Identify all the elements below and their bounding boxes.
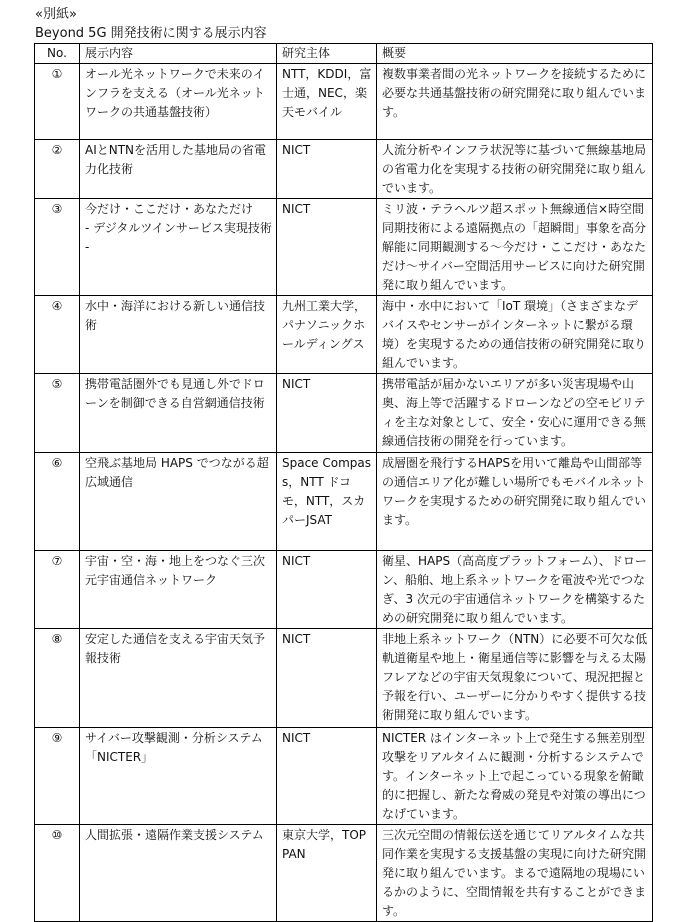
annex-label: «別紙» [35,7,77,22]
research-org: NICT [277,728,377,825]
exhibit-title: 今だけ・ここだけ・あなただけ - デジタルツインサービス実現技術 - [80,199,277,296]
summary: 人流分析やインフラ状況等に基づいて無線基地局の省電力化を実現する技術の研究開発に取り組んでいます。 [377,140,653,199]
research-org: NICT [277,374,377,453]
exhibit-title: 人間拡張・遠隔作業支援システム [80,825,277,922]
table-row [35,629,653,728]
summary: 海中・水中において「IoT 環境」（さまざまなデバイスやセンサーがインターネットに繋がる環境）を実現するための通信技術の研究開発に取り組んでいます。 [377,296,653,374]
table-row [35,64,653,140]
table-row [35,374,653,453]
row-number: ④ [35,296,80,374]
research-org: 東京大学，TOPPAN [277,825,377,922]
row-number: ⑤ [35,374,80,453]
table-row [35,296,653,374]
exhibit-title: 水中・海洋における新しい通信技術 [80,296,277,374]
row-number: ② [35,140,80,199]
row-number: ⑨ [35,728,80,825]
exhibit-title: サイバー攻撃観測・分析システム「NICTER」 [80,728,277,825]
exhibit-title: 携帯電話圏外でも見通し外でドローンを制御できる自営網通信技術 [80,374,277,453]
exhibit-table [34,43,653,922]
research-org: 九州工業大学，パナソニックホールディングス [277,296,377,374]
summary: 三次元空間の情報伝送を通じてリアルタイムな共同作業を実現する支援基盤の実現に向けた研究開発に取り組んでいます。まるで遠隔地の現場にいるかのように、空間情報を共有することができます。 [377,825,653,922]
table-row [35,551,653,629]
row-number: ⑥ [35,453,80,551]
summary: 複数事業者間の光ネットワークを接続するために必要な共通基盤技術の研究開発に取り組んでいます。 [377,64,653,140]
row-number: ③ [35,199,80,296]
table-row [35,140,653,199]
table-row [35,728,653,825]
research-org: NICT [277,629,377,728]
table-header-row [35,44,653,64]
exhibit-title: オール光ネットワークで未来のインフラを支える（オール光ネットワークの共通基盤技術） [80,64,277,140]
summary: NICTER はインターネット上で発生する無差別型攻撃をリアルタイムに観測・分析するシステムです。インターネット上で起こっている現象を俯瞰的に把握し、新たな脅威の発見や対策の導出につなげています。 [377,728,653,825]
exhibit-title: 宇宙・空・海・地上をつなぐ三次元宇宙通信ネットワーク [80,551,277,629]
table-row [35,453,653,551]
header-exhibit: 展示内容 [80,44,277,64]
research-org: NICT [277,551,377,629]
research-org: NTT，KDDI，富士通，NEC，楽天モバイル [277,64,377,140]
header-summary: 概要 [377,44,653,64]
exhibit-title: 空飛ぶ基地局 HAPS でつながる超広域通信 [80,453,277,551]
header-org: 研究主体 [277,44,377,64]
document-title: Beyond 5G 開発技術に関する展示内容 [35,26,267,41]
summary: ミリ波・テラヘルツ超スポット無線通信×時空間同期技術による遠隔拠点の「超瞬間」事象を高分解能に同期観測する～今だけ・ここだけ・あなただけ～サイバー空間活用サービスに向けた研究開発に取り組んでいます。 [377,199,653,296]
table-row [35,199,653,296]
research-org: NICT [277,199,377,296]
table-row [35,825,653,922]
row-number: ⑧ [35,629,80,728]
summary: 衛星、HAPS（高高度プラットフォーム）、ドローン、船舶、地上系ネットワークを電波や光でつなぎ、3 次元の宇宙通信ネットワークを構築するための研究開発に取り組んでいます。 [377,551,653,629]
row-number: ① [35,64,80,140]
exhibit-title: AIとNTNを活用した基地局の省電力化技術 [80,140,277,199]
header-no: No. [35,44,80,64]
summary: 携帯電話が届かないエリアが多い災害現場や山奥、海上等で活躍するドローンなどの空モビリティを主な対象として、安全・安心に運用できる無線通信技術の開発を行っています。 [377,374,653,453]
row-number: ⑦ [35,551,80,629]
research-org: Space Compass，NTT ドコモ，NTT，スカパーJSAT [277,453,377,551]
research-org: NICT [277,140,377,199]
row-number: ⑩ [35,825,80,922]
exhibit-title: 安定した通信を支える宇宙天気予報技術 [80,629,277,728]
summary: 非地上系ネットワーク（NTN）に必要不可欠な低軌道衛星や地上・衛星通信等に影響を与える太陽フレアなどの宇宙天気現象について、現況把握と予報を行い、ユーザーに分かりやすく提供する技術開発に取り組んでいます。 [377,629,653,728]
summary: 成層圏を飛行するHAPSを用いて離島や山間部等の通信エリア化が難しい場所でもモバイルネットワークを実現するための研究開発に取り組んでいます。 [377,453,653,551]
